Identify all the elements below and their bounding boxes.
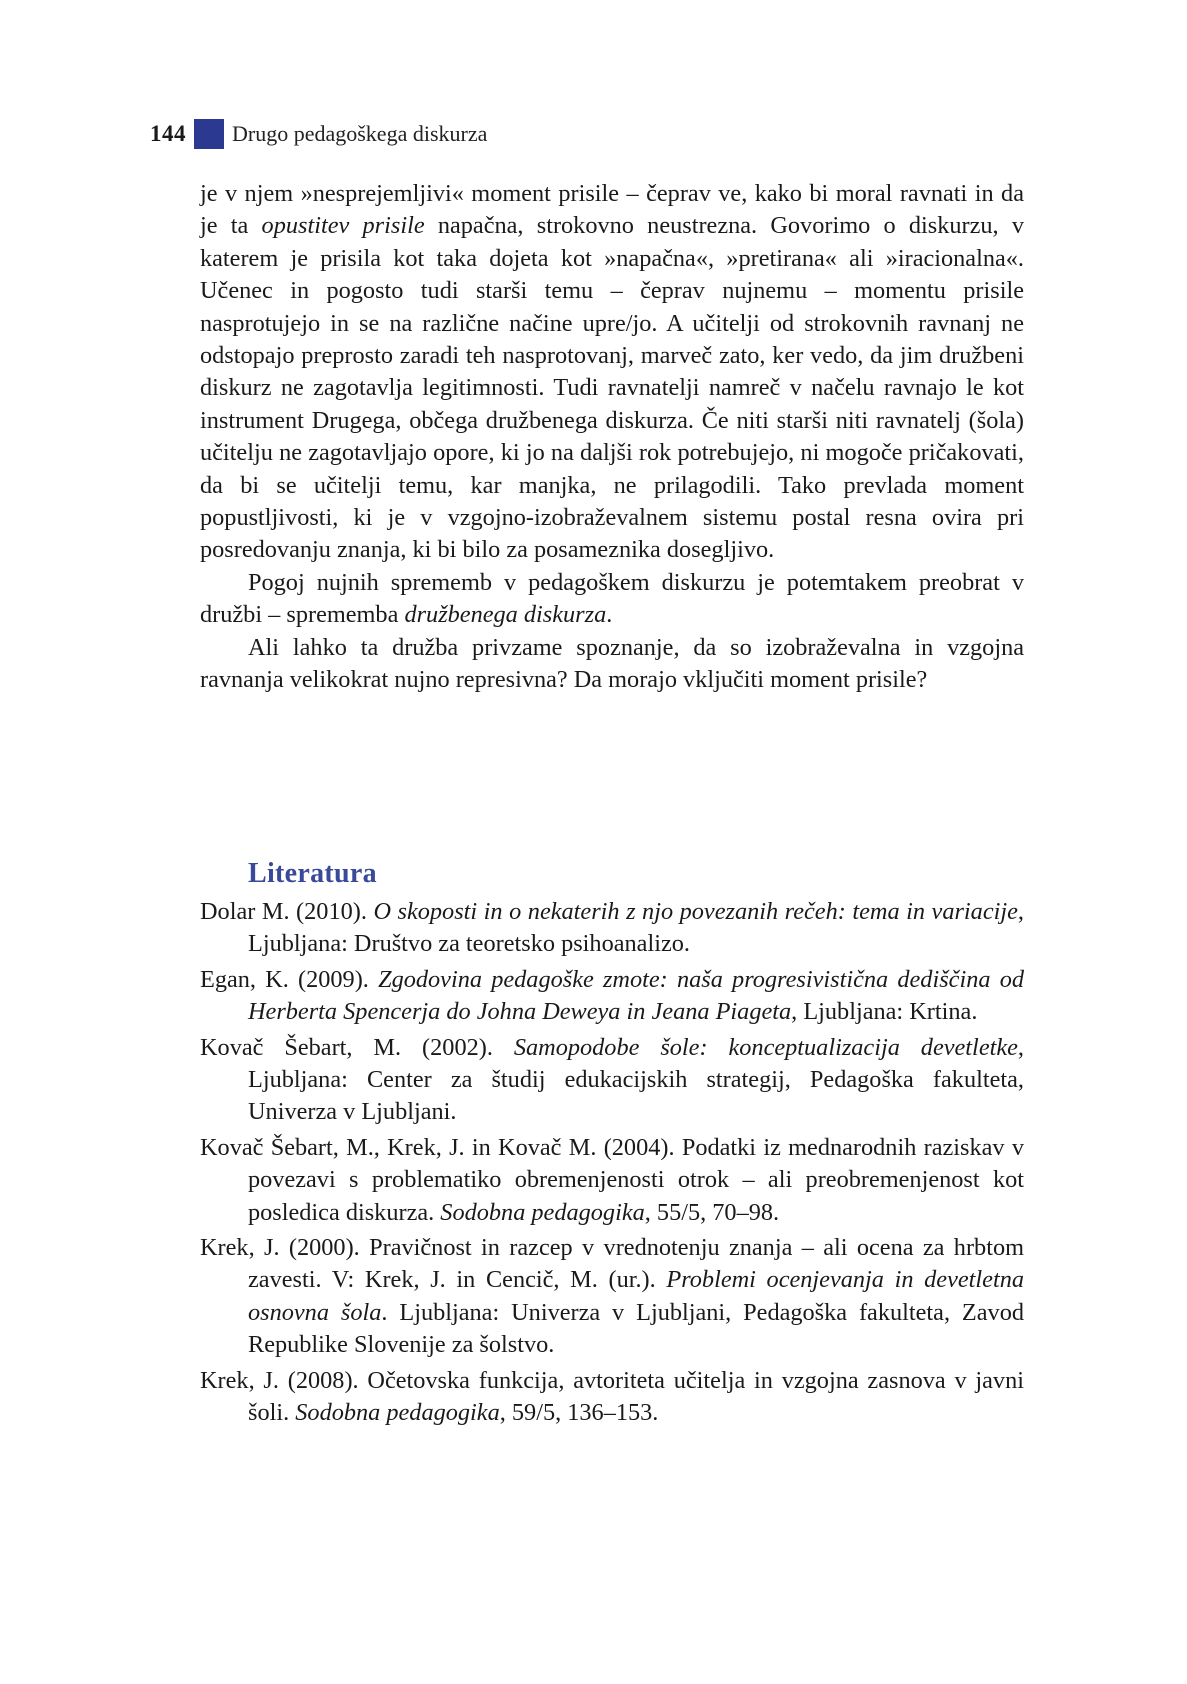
paragraph-1-text-a: je v njem »nesprejemljivi« moment prisile – čeprav ve, kako bi moral ravnati in da je ta — [200, 180, 1024, 240]
reference-item — [200, 1032, 1024, 1129]
running-title: Drugo pedagoškega diskurza — [232, 121, 488, 146]
reference-title: Sodobna pedagogika — [440, 1198, 645, 1226]
page-number: 144 — [150, 121, 186, 146]
reference-title: Samopodobe šole: konceptualizacija devetletke — [513, 1033, 1018, 1061]
reference-text: Kovač Šebart, M., Krek, J. in Kovač M. (2004). Podatki iz mednarodnih raziskav v povezavi s problematiko obremenjenosti otrok – ali preobremenjenost kot posledica diskurza. — [200, 1133, 1024, 1226]
reference-item — [200, 964, 1024, 1029]
reference-title: Problemi ocenjevanja in devetletna osnovna šola — [248, 1266, 1024, 1326]
reference-item — [200, 1232, 1024, 1362]
paragraph-2-text-a: Pogoj nujnih sprememb v pedagoškem diskurzu je potemtakem preobrat v družbi – sprememba — [200, 568, 1024, 629]
paragraph-1 — [200, 178, 1024, 567]
paragraph-1-emphasis: opustitev prisile — [261, 212, 425, 240]
reference-publisher: , 55/5, 70–98. — [644, 1198, 780, 1226]
reference-publisher: , Ljubljana: Društvo za teoretsko psihoanalizo. — [248, 898, 1024, 958]
reference-publisher: , 59/5, 136–153. — [499, 1399, 659, 1427]
reference-text: Krek, J. (2008). Očetovska funkcija, avtoriteta učitelja in vzgojna zasnova v javni šoli. — [200, 1366, 1024, 1427]
paragraph-2-emphasis: družbenega diskurza — [404, 601, 607, 629]
reference-publisher: . Ljubljana: Univerza v Ljubljani, Pedagoška fakulteta, Zavod Republike Slovenije za šolstvo. — [248, 1298, 1024, 1359]
reference-publisher: , Ljubljana: Center za študij edukacijskih strategij, Pedagoška fakulteta, Univerza v Ljubljani. — [248, 1033, 1024, 1126]
reference-title: Zgodovina pedagoške zmote: naša progresivistična dediščina od Herberta Spencerja do Johna Deweya in Jeana Piageta — [248, 965, 1024, 1026]
literature-heading: Literatura — [248, 858, 377, 889]
reference-text: Egan, K. (2009). — [200, 965, 379, 993]
paragraph-2 — [200, 567, 1024, 632]
reference-title: Sodobna pedagogika — [295, 1399, 500, 1427]
reference-item — [200, 896, 1024, 961]
paragraph-3-text: Ali lahko ta družba privzame spoznanje, da so izobraževalna in vzgojna ravnanja velikokrat nujno represivna? Da morajo vključiti moment prisile? — [200, 633, 1024, 694]
reference-item — [200, 1365, 1024, 1430]
paragraph-3 — [200, 632, 1024, 697]
reference-publisher: , Ljubljana: Krtina. — [791, 998, 978, 1026]
paragraph-2-text-b: . — [606, 601, 613, 629]
reference-list — [200, 896, 1024, 1433]
main-text — [200, 178, 1024, 697]
reference-text: Dolar M. (2010). — [200, 898, 374, 925]
running-header — [150, 118, 487, 150]
header-square-marker — [194, 119, 224, 149]
reference-item — [200, 1132, 1024, 1229]
reference-title: O skoposti in o nekaterih z njo povezanih rečeh: tema in variacije — [373, 898, 1018, 925]
reference-text: Krek, J. (2000). Pravičnost in razcep v vrednotenju znanja – ali ocena za hrbtom zavesti. V: Krek, J. in Cencič, M. (ur.). — [200, 1234, 1024, 1294]
reference-text: Kovač Šebart, M. (2002). — [200, 1033, 514, 1061]
paragraph-1-text-b: napačna, strokovno neustrezna. Govorimo o diskurzu, v katerem je prisila kot taka dojeta kot »napačna«, »pretirana« ali »iracionalna«. Učenec in pogosto tudi starši temu – čeprav nujnemu – momentu prisile nasprotujejo in se na različne načine upre/jo. A učitelji od strokovnih ravnanj ne odstopajo preprosto zaradi teh nasprotovanj, marveč zato, ker vedo, da jim družbeni diskurz ne zagotavlja legitimnosti. Tudi ravnatelji namreč v načelu ravnajo le kot instrument Drugega, občega družbenega diskurza. Če niti starši niti ravnatelj (šola) učitelju ne zagotavljajo opore, ki jo na daljši rok potrebujejo, ni mogoče pričakovati, da bi se učitelji temu, kar manjka, ne prilagodili. Tako prevlada moment popustljivosti, ki je v vzgojno-izobraževalnem sistemu postal resna ovira pri posredovanju znanja, ki bi bilo za posameznika dosegljivo. — [200, 212, 1025, 564]
